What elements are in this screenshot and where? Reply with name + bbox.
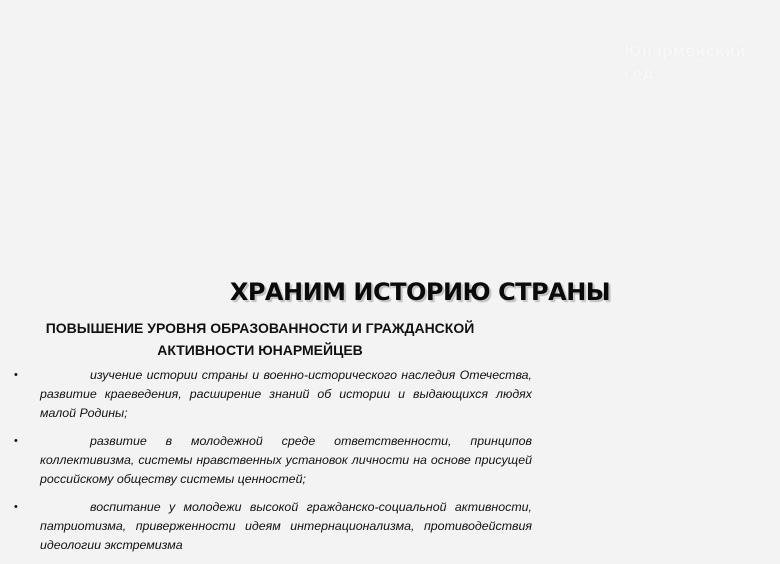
bullet-list (14, 366, 532, 564)
bullet-item (14, 432, 532, 489)
bullet-text: изучение истории страны и военно-исторического наследия Отечества, развитие краеведения, расширение знаний об истории и выдающихся людях малой Родины; (40, 368, 532, 420)
slide-title: ХРАНИМ ИСТОРИЮ СТРАНЫ (229, 278, 611, 306)
bullet-text: развитие в молодежной среде ответственности, принципов коллективизма, системы нравственных установок личности на основе присущей российскому обществу системы ценностей; (40, 434, 532, 486)
bullet-item (14, 366, 532, 423)
bullet-item (14, 498, 532, 555)
slide-subheading: ПОВЫШЕНИЕ УРОВНЯ ОБРАЗОВАННОСТИ И ГРАЖДАНСКОЙ АКТИВНОСТИ ЮНАРМЕЙЦЕВ (45, 320, 475, 358)
bullet-icon: • (14, 369, 18, 381)
bullet-text: воспитание у молодежи высокой гражданско-социальной активности, патриотизма, приверженности идеям интернационализма, противодействия идеологии экстремизма (40, 500, 532, 552)
bullet-icon: • (14, 435, 18, 447)
bullet-icon: • (14, 501, 18, 513)
corner-watermark-text: Юнармейский год (624, 42, 746, 82)
